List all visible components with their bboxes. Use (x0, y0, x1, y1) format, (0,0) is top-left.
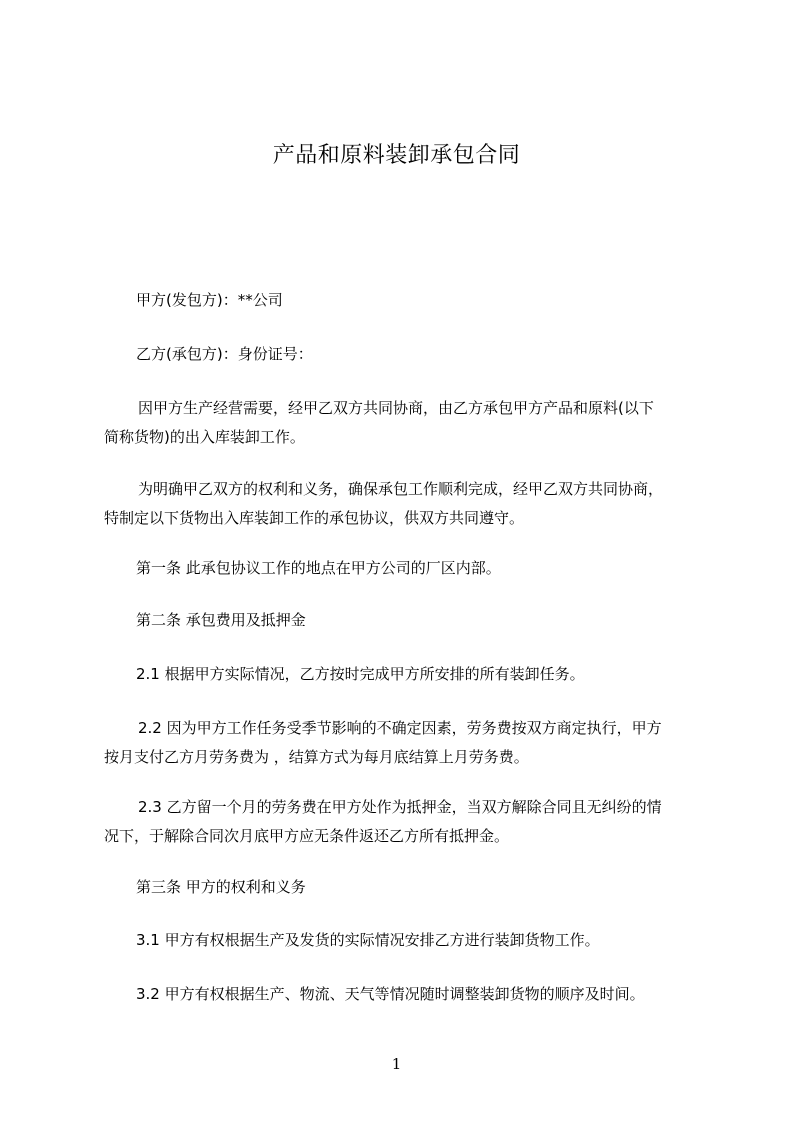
clause-2-2-line-2: 按月支付乙方月劳务费为 ，结算方式为每月底结算上月劳务费。 (104, 748, 529, 766)
article-1: 第一条 此承包协议工作的地点在甲方公司的厂区内部。 (136, 559, 501, 577)
page-number: 1 (391, 1055, 402, 1073)
clause-3-2: 3.2 甲方有权根据生产、物流、天气等情况随时调整装卸货物的顺序及时间。 (136, 985, 645, 1003)
clause-2-2-line-1: 2.2 因为甲方工作任务受季节影响的不确定因素，劳务费按双方商定执行，甲方 (138, 719, 662, 737)
intro-paragraph-2-line-2: 特制定以下货物出入库装卸工作的承包协议，供双方共同遵守。 (104, 509, 525, 527)
intro-paragraph-2-line-1: 为明确甲乙双方的权利和义务，确保承包工作顺利完成，经甲乙双方共同协商， (138, 480, 664, 498)
clause-2-3 (104, 793, 700, 851)
clause-2-1: 2.1 根据甲方实际情况，乙方按时完成甲方所安排的所有装卸任务。 (136, 665, 585, 683)
intro-paragraph-1 (104, 394, 700, 452)
clause-2-2 (104, 714, 700, 772)
clause-3-1: 3.1 甲方有权根据生产及发货的实际情况安排乙方进行装卸货物工作。 (136, 931, 600, 949)
article-3-heading: 第三条 甲方的权利和义务 (136, 878, 306, 896)
intro-paragraph-1-line-1: 因甲方生产经营需要，经甲乙双方共同协商，由乙方承包甲方产品和原料(以下 (138, 399, 654, 417)
clause-2-3-line-2: 况下，于解除合同次月底甲方应无条件返还乙方所有抵押金。 (104, 827, 510, 845)
document-title: 产品和原料装卸承包合同 (272, 143, 521, 168)
party-a-line: 甲方(发包方)：**公司 (136, 291, 283, 309)
clause-2-3-line-1: 2.3 乙方留一个月的劳务费在甲方处作为抵押金，当双方解除合同且无纠纷的情 (138, 798, 662, 816)
intro-paragraph-1-line-2: 简称货物)的出入库装卸工作。 (104, 428, 305, 446)
party-b-line: 乙方(承包方)：身份证号： (136, 345, 313, 363)
intro-paragraph-2 (104, 475, 700, 533)
article-2-heading: 第二条 承包费用及抵押金 (136, 611, 306, 629)
